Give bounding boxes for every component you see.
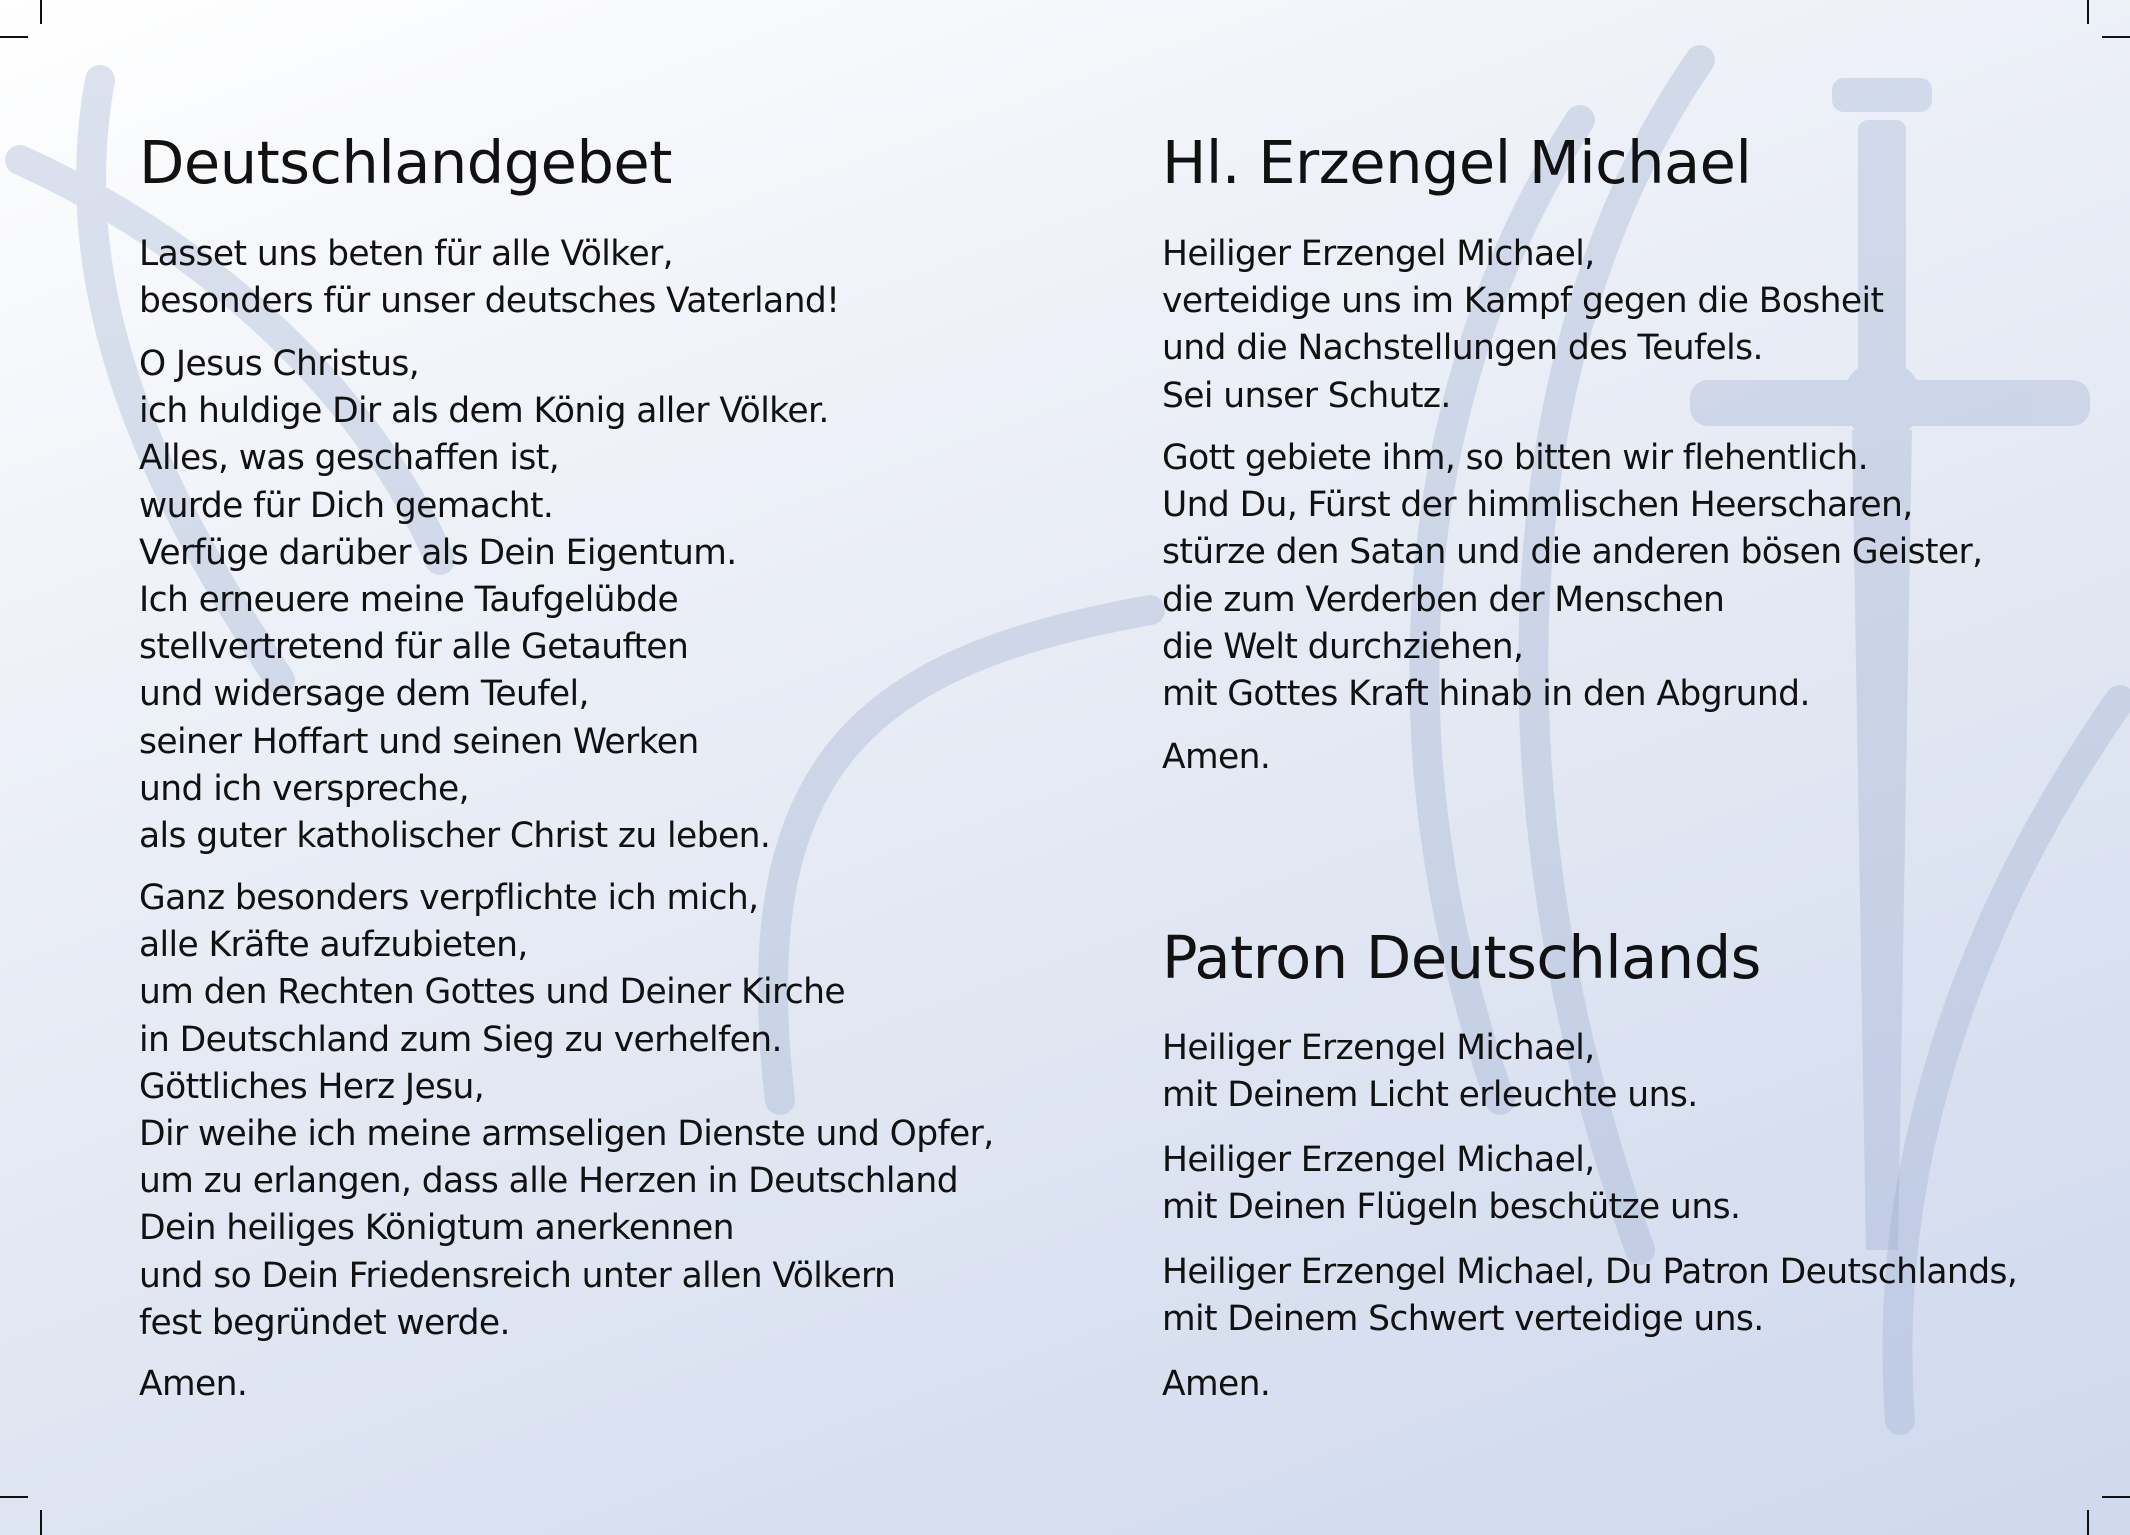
text-line: Amen. — [139, 1364, 248, 1404]
text-line: die zum Verderben der Menschen — [1162, 579, 1725, 620]
page-title: Deutschlandgebet — [139, 128, 672, 197]
text-line: Dir weihe ich meine armseligen Dienste und Opfer, — [139, 1114, 994, 1155]
text-line: fest begründet werde. — [139, 1302, 510, 1343]
text-line: alle Kräfte aufzubieten, — [139, 925, 528, 966]
crop-mark — [0, 36, 28, 38]
crop-mark — [2102, 36, 2130, 38]
paragraph — [1162, 1249, 2017, 1343]
paragraph — [1162, 435, 1983, 718]
text-line: mit Deinem Schwert verteidige uns. — [1162, 1299, 1764, 1340]
crop-mark — [2087, 1510, 2089, 1535]
text-line: mit Deinen Flügeln beschütze uns. — [1162, 1187, 1741, 1228]
paragraph — [139, 231, 839, 325]
text-line: Sei unser Schutz. — [1162, 375, 1451, 416]
text-line: um den Rechten Gottes und Deiner Kirche — [139, 972, 846, 1013]
text-line: als guter katholischer Christ zu leben. — [139, 816, 771, 857]
text-line: verteidige uns im Kampf gegen die Bosheit — [1162, 281, 1884, 322]
text-line: Gott gebiete ihm, so bitten wir flehentlich. — [1162, 438, 1869, 478]
text-line: Heiliger Erzengel Michael, — [1162, 1028, 1595, 1068]
text-line: Heiliger Erzengel Michael, — [1162, 234, 1595, 274]
text-line: ich huldige Dir als dem König aller Völker. — [139, 391, 829, 432]
text-line: Ganz besonders verpflichte ich mich, — [139, 878, 759, 918]
text-line: Dein heiliges Königtum anerkennen — [139, 1208, 734, 1249]
text-line: stellvertretend für alle Getauften — [139, 627, 689, 668]
text-line: und die Nachstellungen des Teufels. — [1162, 328, 1763, 369]
paragraph — [1162, 734, 1270, 781]
text-line: mit Deinem Licht erleuchte uns. — [1162, 1075, 1698, 1116]
text-line: Alles, was geschaffen ist, — [139, 438, 560, 479]
text-line: die Welt durchziehen, — [1162, 626, 1524, 667]
paragraph — [1162, 1137, 1740, 1231]
paragraph — [139, 875, 994, 1347]
crop-mark — [2102, 1496, 2130, 1498]
section-title: Patron Deutschlands — [1162, 923, 1761, 992]
text-line: O Jesus Christus, — [139, 344, 420, 384]
crop-mark — [0, 1496, 28, 1498]
text-line: besonders für unser deutsches Vaterland! — [139, 281, 840, 322]
text-line: seiner Hoffart und seinen Werken — [139, 721, 699, 762]
text-line: Göttliches Herz Jesu, — [139, 1066, 485, 1107]
text-line: mit Gottes Kraft hinab in den Abgrund. — [1162, 674, 1810, 715]
text-line: und ich verspreche, — [139, 768, 469, 809]
text-line: Heiliger Erzengel Michael, Du Patron Deutschlands, — [1162, 1252, 2018, 1292]
crop-mark — [40, 0, 42, 24]
text-line: und widersage dem Teufel, — [139, 674, 589, 715]
text-line: in Deutschland zum Sieg zu verhelfen. — [139, 1019, 782, 1060]
paragraph — [1162, 1361, 1270, 1408]
text-line: um zu erlangen, dass alle Herzen in Deutschland — [139, 1161, 958, 1202]
text-line: Verfüge darüber als Dein Eigentum. — [139, 532, 737, 573]
crop-mark — [40, 1510, 42, 1535]
text-line: Ich erneuere meine Taufgelübde — [139, 580, 679, 621]
crop-mark — [2087, 0, 2089, 24]
text-line: stürze den Satan und die anderen bösen Geister, — [1162, 532, 1983, 573]
text-line: Und Du, Fürst der himmlischen Heerscharen, — [1162, 485, 1913, 526]
text-line: wurde für Dich gemacht. — [139, 485, 554, 526]
paragraph — [1162, 231, 1883, 420]
text-line: Amen. — [1162, 737, 1271, 777]
text-line: und so Dein Friedensreich unter allen Völkern — [139, 1255, 896, 1296]
paragraph — [139, 341, 829, 860]
paragraph — [1162, 1025, 1698, 1119]
paragraph — [139, 1361, 247, 1408]
text-line: Heiliger Erzengel Michael, — [1162, 1140, 1595, 1180]
section-title: Hl. Erzengel Michael — [1162, 128, 1752, 197]
text-line: Lasset uns beten für alle Völker, — [139, 234, 674, 274]
text-line: Amen. — [1162, 1364, 1271, 1404]
